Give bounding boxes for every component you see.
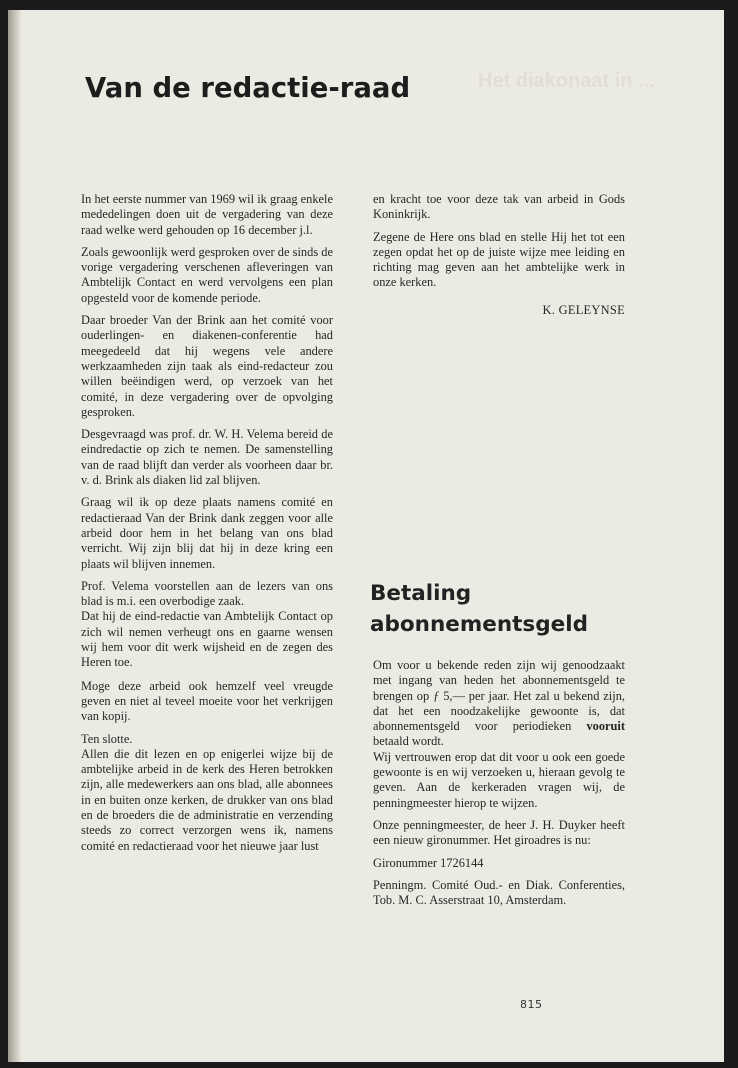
paragraph: Allen die dit lezen en op enigerlei wijze bij de ambtelijke arbeid in de kerk des Heren betrokken zijn, alle medewerkers aan ons blad, alle abonnees in en buiten onze kerken, de drukker van ons blad en de broeders die de administratie en verzending steeds zo correct verzorgen wens ik, namens comité en redactieraad voor het nieuwe jaar lust [81, 746, 333, 853]
binding-gutter [8, 10, 22, 1062]
right-column-bottom [373, 658, 625, 915]
paragraph: en kracht toe voor deze tak van arbeid in Gods Koninkrijk. [373, 192, 625, 222]
signature: K. GELEYNSE [542, 302, 625, 317]
page [8, 10, 724, 1062]
giro-number: Gironummer 1726144 [373, 855, 484, 870]
paragraph: Prof. Velema voorstellen aan de lezers van ons blad is m.i. een overbodige zaak. [81, 578, 333, 609]
paragraph: Desgevraagd was prof. dr. W. H. Velema bereid de eindredactie op zich te nemen. De samenstelling van de raad blijft dan verder als voorheen daar br. v. d. Brink als diaken lid zal blijven. [81, 427, 333, 488]
page-title: Van de redactie-raad [85, 72, 411, 104]
right-column-top [373, 192, 625, 325]
paragraph: Wij vertrouwen erop dat dit voor u ook een goede gewoonte is en wij verzoeken u, hieraan gevolg te geven. Aan de kerkeraden vragen wij, de penningmeester hierop te wijzen. [373, 749, 625, 810]
paragraph: Moge deze arbeid ook hemzelf veel vreugde geven en niet al teveel moeite voor het verkrijgen van kopij. [81, 678, 333, 724]
paragraph: Onze penningmeester, de heer J. H. Duyker heeft een nieuw gironummer. Het giroadres is nu: [373, 817, 625, 848]
section-heading: Betaling abonnementsgeld [370, 581, 588, 637]
paragraph: In het eerste nummer van 1969 wil ik graag enkele mededelingen doen uit de vergadering van deze raad welke werd gehouden op 16 december j.l. [81, 192, 333, 237]
paragraph: Dat hij de eind-redactie van Ambtelijk Contact op zich wil nemen verheugt ons en gaarne wensen wij hem voor dit werk wijsheid en de zegen des Heren toe. [81, 609, 333, 670]
paragraph: Daar broeder Van der Brink aan het comité voor ouderlingen- en diakenen-conferentie had meegedeeld dat hij wegens vele andere werkzaamheden zijn taak als eind-redacteur zou willen beëindigen werd, op verzoek van het comité, in deze vergadering over de opvolging gesproken. [81, 313, 333, 419]
paragraph: Ten slotte. [81, 731, 133, 746]
paragraph: Penningm. Comité Oud.- en Diak. Conferenties, Tob. M. C. Asserstraat 10, Amsterdam. [373, 877, 625, 908]
paragraph: Om voor u bekende reden zijn wij genoodzaakt met ingang van heden het abonnementsgeld te brengen op ƒ 5,— per jaar. Het zal u bekend zijn, dat het een noodzakelijke gewoonte is, dat abonnementsgeld voor periodieken vooruit betaald wordt. [373, 658, 625, 749]
paragraph: Graag wil ik op deze plaats namens comité en redactieraad Van der Brink dank zeggen voor alle arbeid door hem in het belang van ons blad verricht. Wij zijn blij dat hij in deze kring een plaats wil blijven innemen. [81, 495, 333, 571]
left-column [81, 192, 333, 861]
paragraph: Zoals gewoonlijk werd gesproken over de sinds de vorige vergadering verschenen afleveringen van Ambtelijk Contact en werd vervolgens een plan opgesteld voor de komende periode. [81, 244, 333, 305]
emphasis: vooruit [586, 719, 625, 734]
show-through-text: Het diakonaat in ... [478, 70, 655, 92]
paragraph: Zegene de Here ons blad en stelle Hij het tot een zegen opdat het op de juiste wijze mee leiding en richting mag geven aan het ambtelijke werk in onze kerken. [373, 229, 625, 290]
guilder-sign: ƒ [433, 688, 440, 703]
page-number: 815 [520, 998, 543, 1011]
